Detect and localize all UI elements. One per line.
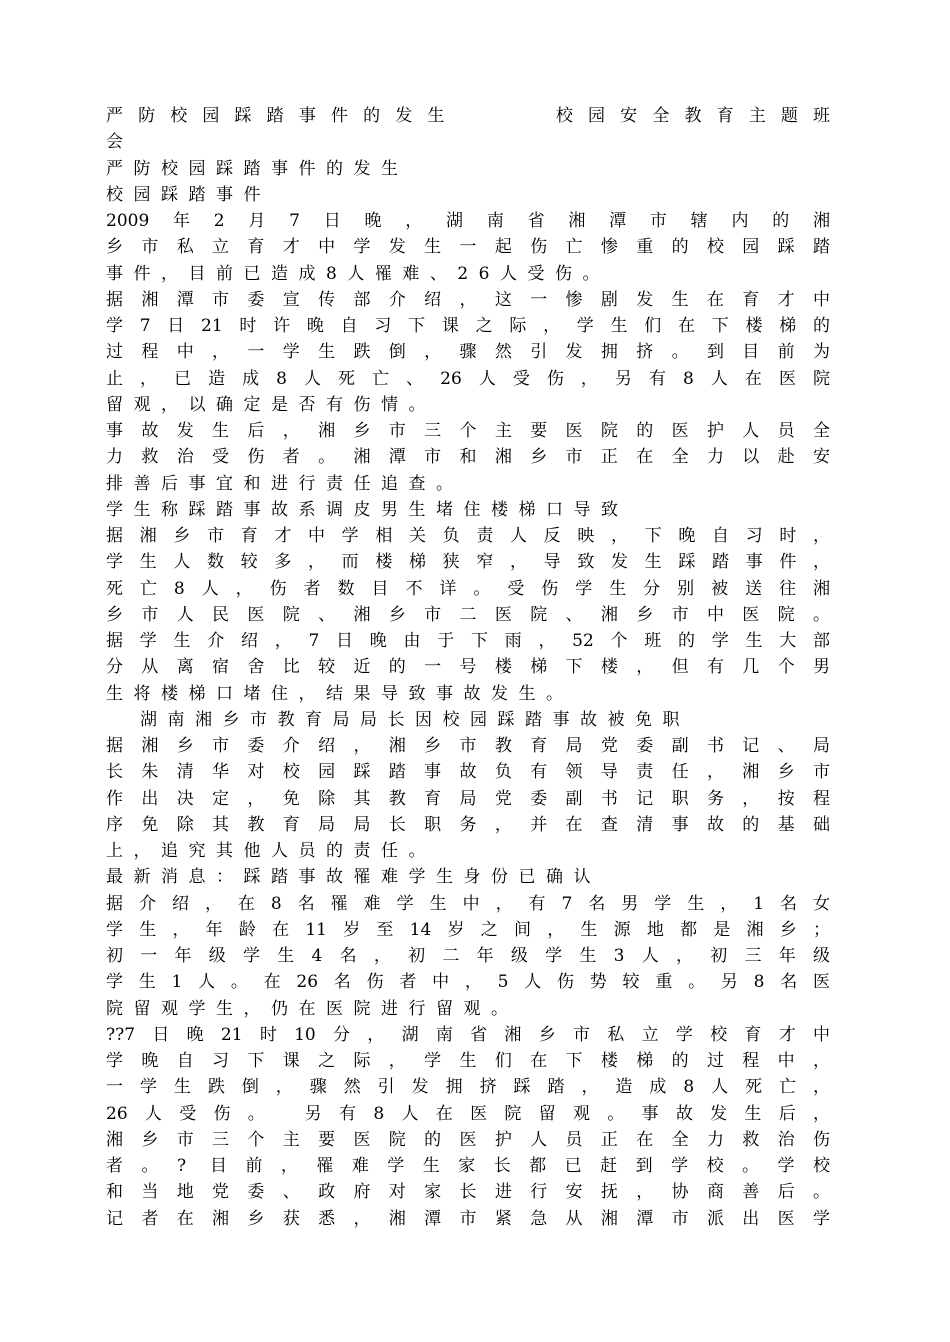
- text-line: 乡市人民医院、湘乡市二医院、湘乡市中医院。: [106, 605, 830, 625]
- text-line: 留观，以确定是否有伤情。: [106, 395, 436, 415]
- heading-line: 湖南湘乡市教育局局长因校园踩踏事故被免职: [140, 710, 690, 730]
- heading-line: 严防校园踩踏事件的发生: [106, 159, 409, 179]
- text-line: 据介绍，在8名罹难学生中，有7名男学生，1名女: [106, 894, 830, 914]
- text-line: 上，追究其他人员的责任。: [106, 841, 436, 861]
- text-line: 据湘乡市委介绍，湘乡市教育局党委副书记、局: [106, 736, 830, 756]
- text-line: 学7日21时许晚自习下课之际，学生们在下楼梯的: [106, 316, 830, 336]
- text-line: 湘乡市三个主要医院的医护人员正在全力救治伤: [106, 1130, 830, 1150]
- text-line: 记者在湘乡获悉，湘潭市紧急从湘潭市派出医学: [106, 1209, 830, 1229]
- text-line: 和当地党委、政府对家长进行安抚，协商善后。: [106, 1182, 830, 1202]
- text-line: 一学生跌倒，骤然引发拥挤踩踏，造成8人死亡，: [106, 1077, 830, 1097]
- heading-line: 最新消息：踩踏事故罹难学生身份已确认: [106, 867, 601, 887]
- text-line: 序免除其教育局局长职务，并在查清事故的基础: [106, 815, 830, 835]
- text-line: 初一年级学生4名，初二年级学生3人，初三年级: [106, 946, 830, 966]
- text-line: 过程中，一学生跌倒，骤然引发拥挤。到目前为: [106, 342, 830, 362]
- text-line: 据湘潭市委宣传部介绍，这一惨剧发生在育才中: [106, 290, 830, 310]
- text-line: 者。? 目前，罹难学生家长都已赶到学校。学校: [106, 1156, 830, 1176]
- text-line: 院留观学生，仍在医院进行留观。: [106, 999, 519, 1019]
- text-line: 排善后事宜和进行责任追查。: [106, 474, 464, 494]
- text-line: 死亡8人，伤者数目不详。受伤学生分别被送往湘: [106, 579, 830, 599]
- text-line: 2009年2月7日晚，湖南省湘潭市辖内的湘: [106, 211, 830, 231]
- text-line: 长朱清华对校园踩踏事故负有领导责任，湘乡市: [106, 762, 830, 782]
- text-line: 学晚自习下课之际，学生们在下楼梯的过程中，: [106, 1051, 830, 1071]
- title-line: 严防校园踩踏事件的发生 校园安全教育主题班: [106, 106, 830, 126]
- text-line: 会: [106, 132, 134, 152]
- text-line: 分从离宿舍比较近的一号楼梯下楼，但有几个男: [106, 657, 830, 677]
- text-line: 26人受伤。 另有8人在医院留观。事故发生后，: [106, 1104, 830, 1124]
- text-line: 乡市私立育才中学发生一起伤亡惨重的校园踩踏: [106, 237, 830, 257]
- text-line: 作出决定，免除其教育局党委副书记职务，按程: [106, 789, 830, 809]
- text-line: 据学生介绍，7日晚由于下雨，52个班的学生大部: [106, 631, 830, 651]
- text-line: 学生，年龄在11岁至14岁之间，生源地都是湘乡；: [106, 920, 830, 940]
- heading-line: 校园踩踏事件: [106, 185, 271, 205]
- text-line: 事故发生后，湘乡市三个主要医院的医护人员全: [106, 421, 830, 441]
- text-line: 力救治受伤者。湘潭市和湘乡市正在全力以赴安: [106, 447, 830, 467]
- heading-line: 学生称踩踏事故系调皮男生堵住楼梯口导致: [106, 500, 629, 520]
- text-line: 学生人数较多，而楼梯狭窄，导致发生踩踏事件，: [106, 552, 830, 572]
- text-line: 事件，目前已造成8人罹难、26人受伤。: [106, 264, 610, 284]
- text-line: 止，已造成8人死亡、26人受伤，另有8人在医院: [106, 369, 830, 389]
- text-line: 生将楼梯口堵住，结果导致事故发生。: [106, 684, 574, 704]
- text-line: 学生1人。在26名伤者中，5人伤势较重。另8名医: [106, 972, 830, 992]
- text-line: ??7日晚21时10分，湖南省湘乡市私立学校育才中: [106, 1025, 830, 1045]
- text-line: 据湘乡市育才中学相关负责人反映，下晚自习时，: [106, 526, 830, 546]
